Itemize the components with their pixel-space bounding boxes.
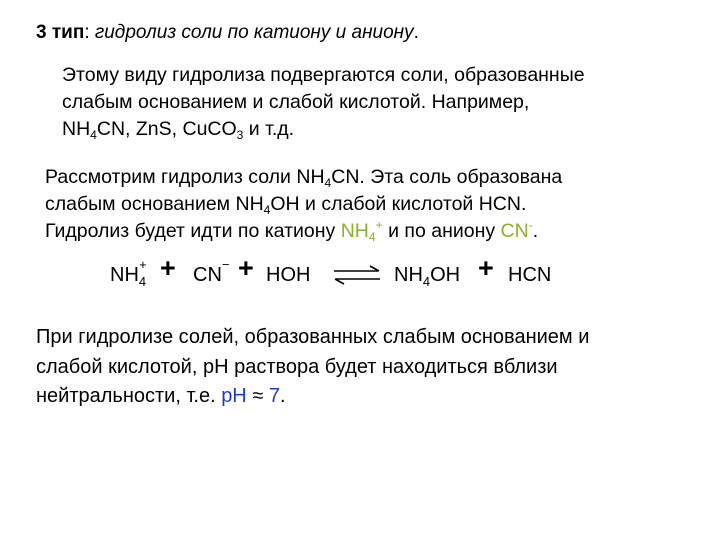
formula-nh4cn-a: NH [62,118,91,140]
eq-water: HOH [266,264,311,286]
text: нейтральности, т.е. [36,385,222,407]
subscript: 4 [422,274,431,289]
text: . [279,385,286,407]
text: OH и слабой кислотой HCN. [270,193,527,215]
eq-plus-2: + [238,253,254,283]
anion-formula [501,220,533,242]
approx-sign: ≈ [246,385,269,407]
text: CN. Эта соль образована [331,166,563,188]
subscript: 4 [263,203,271,218]
example-line-3 [45,218,562,245]
superscript: + [139,257,147,272]
text: слабым основанием NH [45,193,264,215]
subscript: 4 [90,128,97,143]
text: CN [500,220,529,242]
eq-plus-1: + [160,253,176,283]
title-colon: : [84,22,95,43]
example-paragraph [45,164,562,245]
intro-line-3-end: и т.д. [243,118,295,140]
title-period: . [413,22,419,43]
title-type-label: 3 тип [36,22,85,43]
eq-plus-3: + [478,253,494,283]
intro-line-2: слабым основанием и слабой кислотой. Например, [62,91,530,113]
hydrolysis-equation [0,253,720,306]
intro-paragraph [62,62,585,143]
conclusion-line-1: При гидролизе солей, образованных слабым основанием и [36,326,590,348]
text: NH [394,264,423,286]
text: и по аниону [382,220,501,242]
slide-title [36,22,419,44]
text: Рассмотрим гидролиз соли NH [45,166,325,188]
conclusion-paragraph [36,323,589,412]
superscript: - [528,218,533,233]
subscript: 4 [138,274,147,289]
superscript: − [221,257,230,272]
equilibrium-arrows-icon [332,264,382,286]
cation-formula [340,218,383,245]
text: . [532,220,539,242]
superscript: + [375,218,383,233]
ph-label: рН [221,385,247,407]
example-line-1 [45,164,562,191]
text: NH [340,220,369,242]
text: Гидролиз будет идти по катиону [45,220,341,242]
text: OH [430,264,461,286]
subscript: 4 [324,176,332,191]
eq-cyanide [193,257,230,287]
conclusion-line-2: слабой кислотой, рН раствора будет находиться вблизи [36,355,558,378]
formula-list: CN, ZnS, CuCO [96,118,237,140]
eq-ammonium-hydroxide [394,264,460,287]
eq-ammonium [110,257,147,289]
example-line-2 [45,191,562,218]
intro-line-3 [62,116,585,143]
text: CN [193,264,222,286]
intro-line-1: Этому виду гидролиза подвергаются соли, образованные [62,64,585,86]
subscript: 4 [368,230,376,245]
title-topic: гидролиз соли по катиону и аниону [94,22,414,43]
eq-hcn: HCN [508,264,552,286]
subscript: 3 [236,128,244,143]
conclusion-line-3 [36,382,589,412]
ph-value: 7 [268,385,280,407]
text: NH [110,264,139,286]
